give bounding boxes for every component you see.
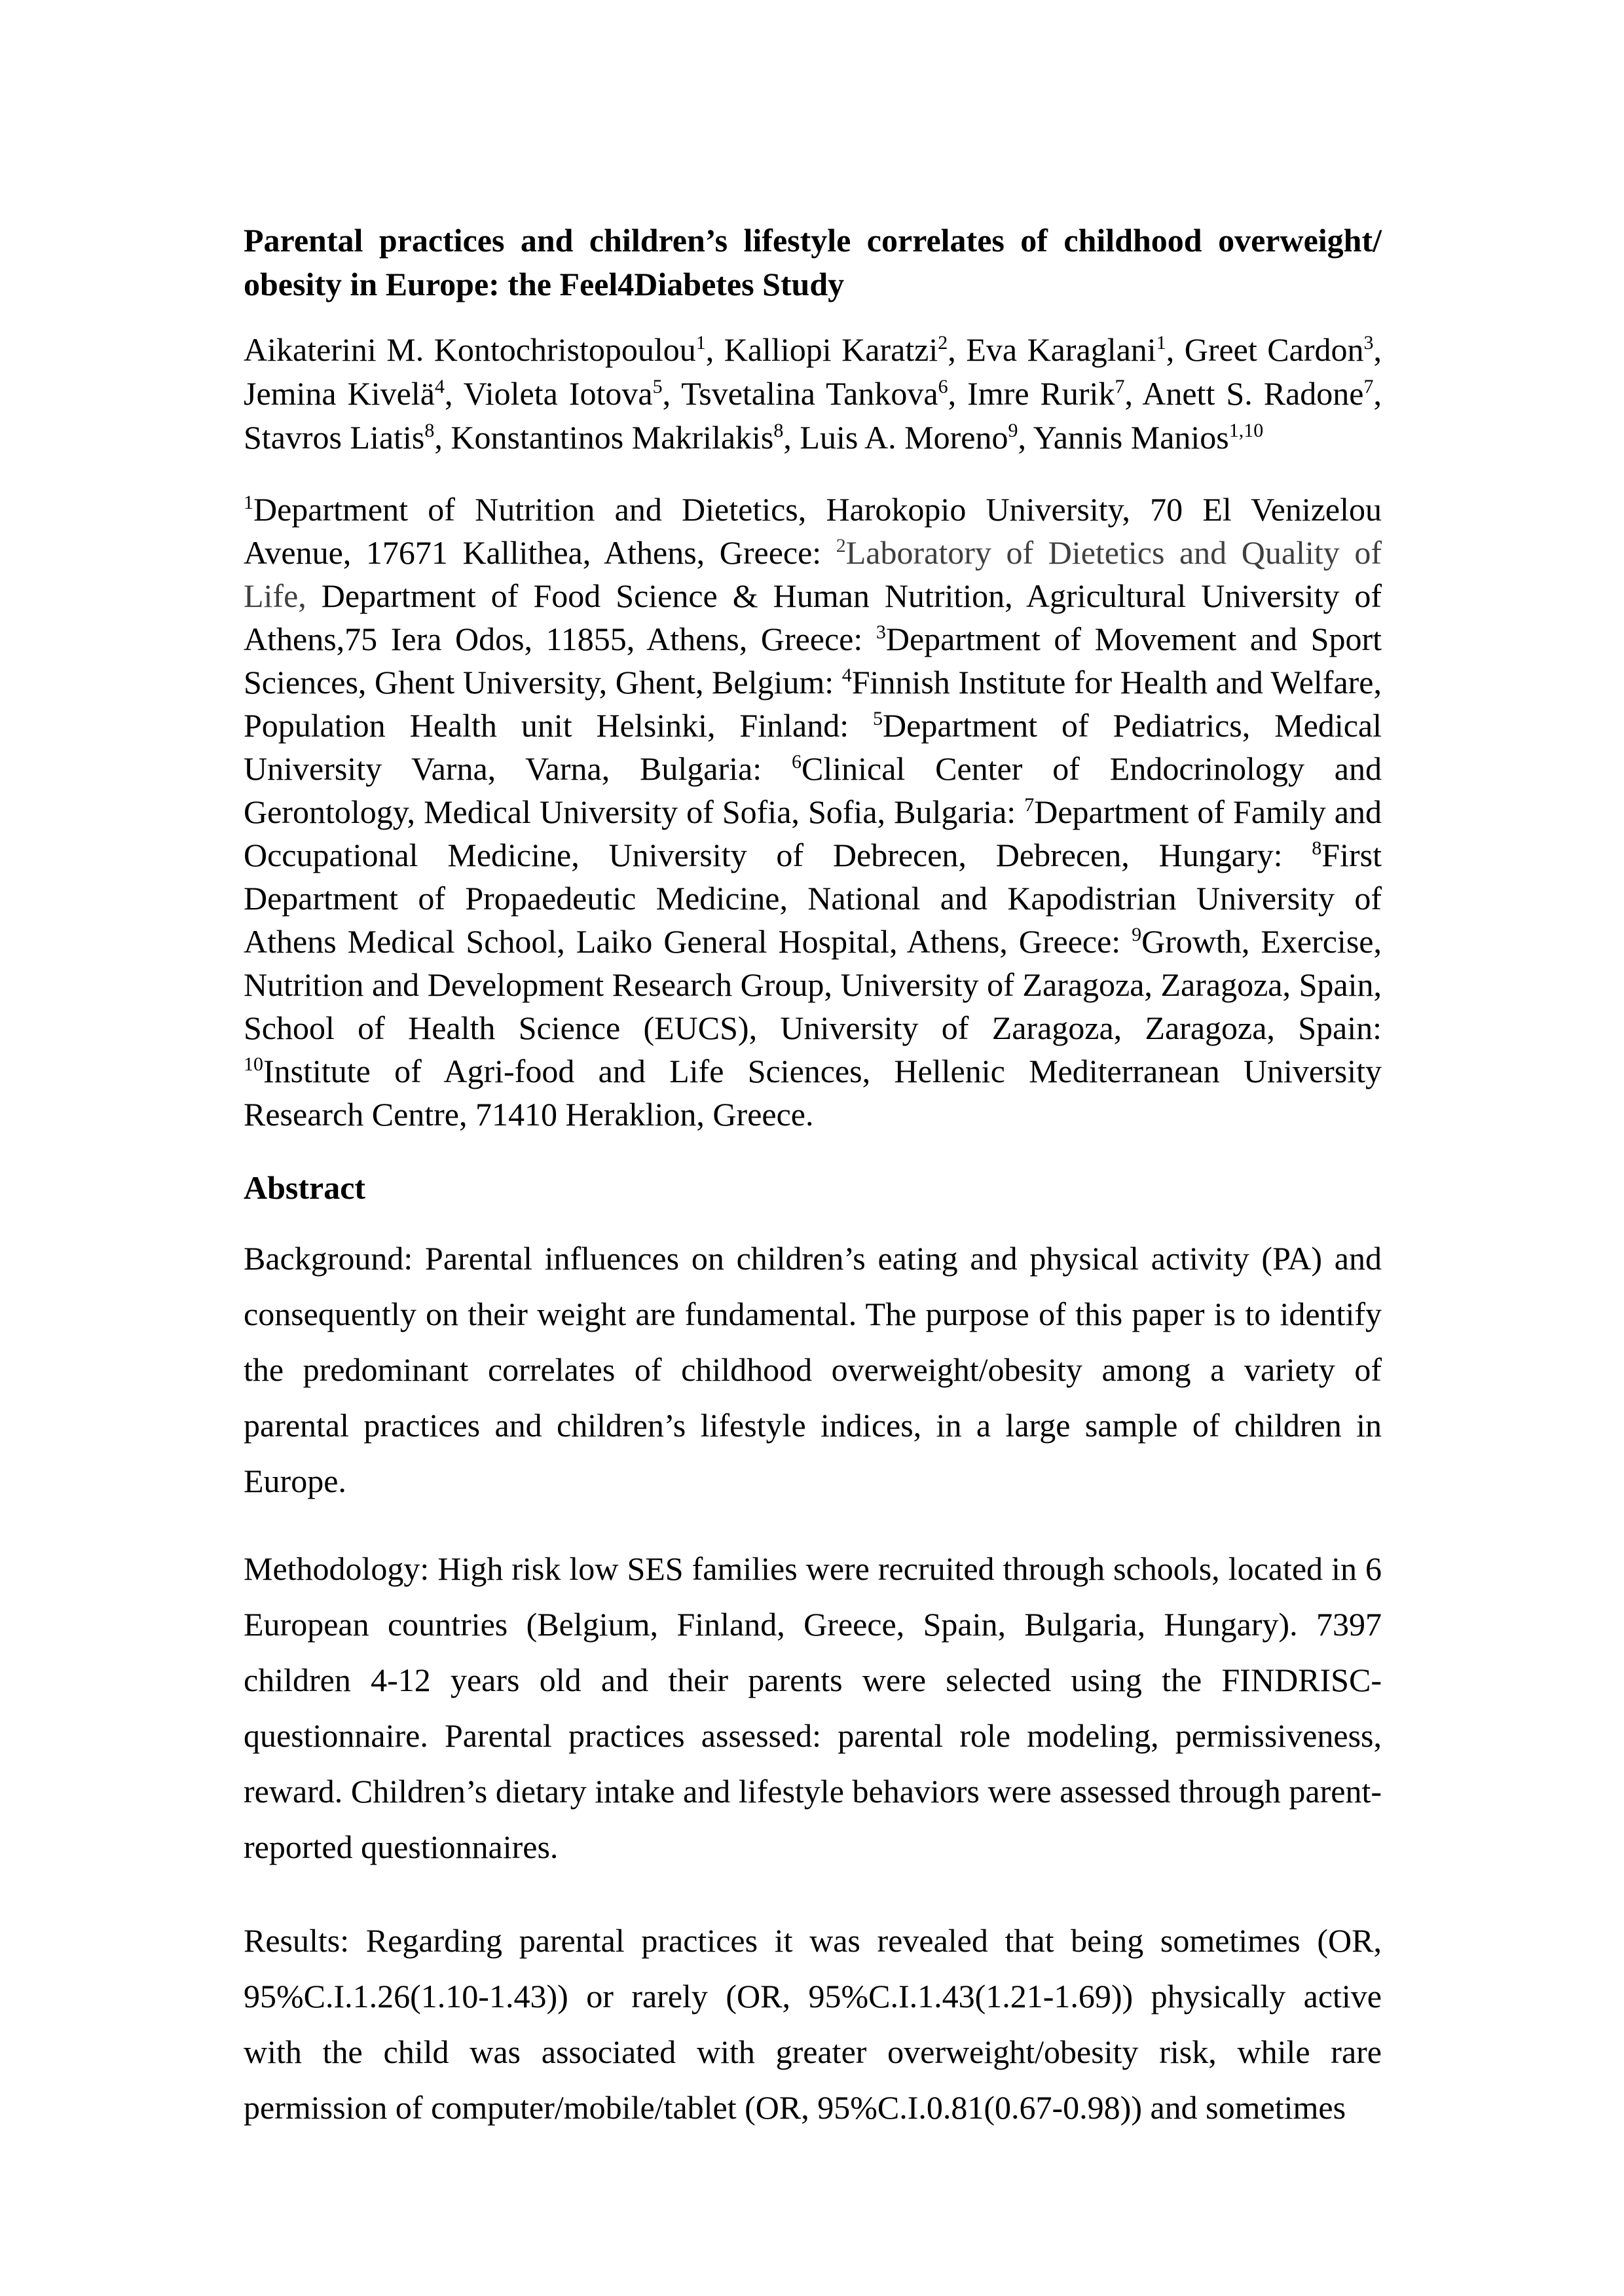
abstract-heading: Abstract [244,1169,366,1206]
author: Imre Rurik$^7$, [967,375,1143,412]
paper-title-line-2: obesity in Europe: the Feel4Diabetes Study [244,265,845,302]
author: Greet Cardon$^3$, [1184,331,1382,368]
author-affiliation-superscript: 6 [938,376,948,397]
abstract-paragraph-background: Background: Parental influences on children’s eating and physical activity (PA) and consequently on their weight are fundamental. The purpose of this paper is to identify the predominant correlates of childhood overweight/obesity among a variety of parental practices and children’s lifestyle indices, in a large sample of children in Europe. [244,1240,1382,1499]
affiliation-number-superscript: 9 [1132,924,1142,945]
abstract-paragraph-methodology: Methodology: High risk low SES families were recruited through schools, located in 6 European countries (Belgium, Finland, Greece, Spain, Bulgaria, Hungary). 7397 children 4-12 years old and their parents were selected using the FINDRISC-questionnaire. Parental practices assessed: parental role modeling, permissiveness, reward. Children’s dietary intake and lifestyle behaviors were assessed through parent-reported questionnaires. [244,1550,1382,1865]
affiliation-number-superscript: 4 [841,665,852,686]
author-affiliation-superscript: 7 [1115,376,1125,397]
author: Konstantinos Makrilakis$^8$, [451,419,800,456]
author-affiliation-superscript: 3 [1363,332,1374,354]
abstract-paragraph-results: Results: Regarding parental practices it was revealed that being sometimes (OR, 95%C.I.1.26(1.10-1.43)) or rarely (OR, 95%C.I.1.43(1.21-1.69)) physically active with the child was associated with greater overweight/obesity risk, while rare permission of computer/mobile/tablet (OR, 95%C.I.0.81(0.67-0.98)) and sometimes [244,1922,1382,2126]
affiliation: $^2$Laboratory of Dietetics and Quality of Life, [244,534,1382,614]
author-affiliation-superscript: 8 [773,420,784,441]
affiliation: $^9$Growth, Exercise, Nutrition and Development Research Group, University of Zaragoza, Zaragoza, Spain, School of Health Science (EUCS), University of Zaragoza, Zaragoza, Spain: [244,923,1382,1046]
author: Eva Karaglani$^1$, [966,331,1185,368]
author-list [244,328,1382,460]
affiliation-number-superscript: 5 [873,708,883,729]
affiliation: Department of Food Science & Human Nutrition, Agricultural University of Athens,75 Iera Odos, 11855, Athens, Greece: [244,577,1382,657]
affiliation-number-superscript: 8 [1312,837,1322,859]
affiliation: $^{10}$Institute of Agri-food and Life Sciences, Hellenic Mediterranean University Research Centre, 71410 Heraklion, Greece. [244,1053,1382,1133]
affiliation-number-superscript: 2 [836,535,846,556]
author-affiliation-superscript: 7 [1363,376,1374,397]
affiliation: $^4$Finnish Institute for Health and Welfare, Population Health unit Helsinki, Finland: [244,664,1382,744]
affiliation: $^1$Department of Nutrition and Dietetics, Harokopio University, 70 El Venizelou Avenue, 17671 Kallithea, Athens, Greece: [244,491,1382,571]
author: Aikaterini M. Kontochristopoulou$^1$, [244,331,724,368]
author: Luis A. Moreno$^9$, [800,419,1033,456]
author-affiliation-superscript: 5 [652,376,663,397]
author: Stavros Liatis$^8$, [244,419,451,456]
author: Violeta Iotova$^5$, [463,375,682,412]
author-affiliation-superscript: 8 [424,420,435,441]
affiliation: $^3$Department of Movement and Sport Sciences, Ghent University, Ghent, Belgium: [244,621,1382,701]
affiliation-list [244,488,1382,1136]
affiliation-number-superscript: 6 [791,751,802,773]
affiliation: $^5$Department of Pediatrics, Medical University Varna, Varna, Bulgaria: [244,707,1382,787]
author-affiliation-superscript: 4 [434,376,445,397]
affiliation-number-superscript: 1 [244,492,253,513]
author-affiliation-superscript: 1 [1156,332,1166,354]
author: Jemina Kivelä$^4$, [244,375,464,412]
author: Anett S. Radone$^7$, [1142,375,1382,412]
paper-title [244,219,1382,306]
affiliation-number-superscript: 3 [876,621,886,643]
paper-title-line-1: Parental practices and children’s lifestyle correlates of childhood overweight/ [244,221,1382,259]
author: Yannis Manios$^{1,10}$ [1033,419,1264,456]
affiliation: $^7$Department of Family and Occupational Medicine, University of Debrecen, Debrecen, Hungary: [244,793,1382,873]
affiliation-number-superscript: 7 [1024,794,1035,816]
author-affiliation-superscript: 2 [938,332,948,354]
affiliation: $^6$Clinical Center of Endocrinology and Gerontology, Medical University of Sofia, Sofia, Bulgaria: [244,750,1382,830]
affiliation: $^8$First Department of Propaedeutic Medicine, National and Kapodistrian University of Athens Medical School, Laiko General Hospital, Athens, Greece: [244,837,1382,960]
author: Kalliopi Karatzi$^2$, [724,331,967,368]
author-affiliation-superscript: 9 [1008,420,1018,441]
author-affiliation-superscript: 1,10 [1228,420,1264,441]
author: Tsvetalina Tankova$^6$, [681,375,968,412]
author-affiliation-superscript: 1 [695,332,706,354]
affiliation-number-superscript: 10 [244,1053,263,1075]
